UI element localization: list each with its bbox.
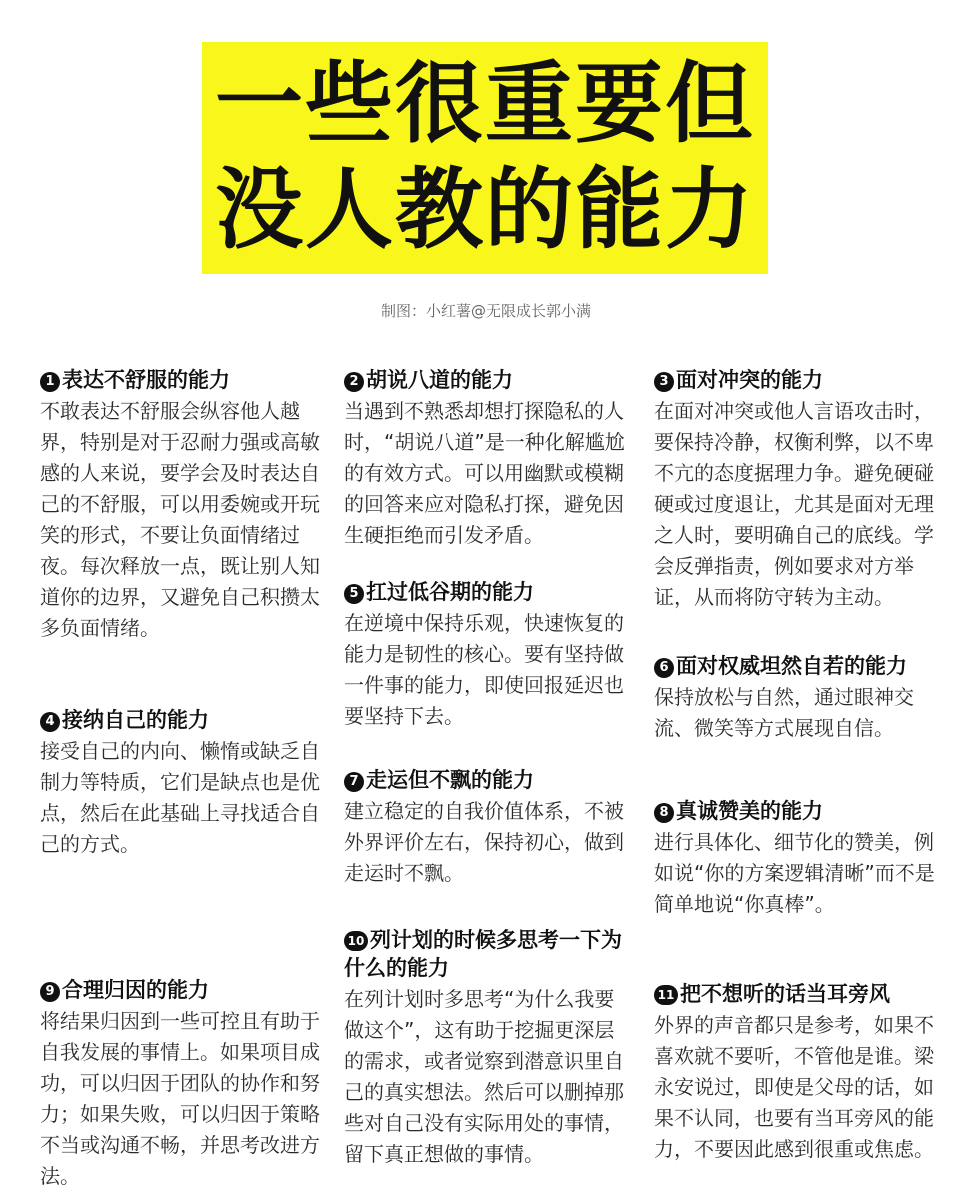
number-badge: 4 [40,712,60,732]
ability-card-title [344,926,632,982]
ability-card-body: 在面对冲突或他人言语攻击时，要保持冷静，权衡利弊，以不卑不亢的态度据理力争。避免硬碰硬或过度退让，尤其是面对无理之人时，要明确自己的底线。学会反弹指责，例如要求对方举证，从而将防守转为主动。 [654,399,934,609]
ability-card-9 [40,976,332,1192]
ability-card-10 [344,926,632,1170]
ability-card-6 [654,652,950,744]
ability-title-text: 表达不舒服的能力 [62,368,230,392]
number-badge: 7 [344,772,364,792]
number-badge: 9 [40,982,60,1002]
ability-card-title [654,797,950,825]
number-badge: 6 [654,658,674,678]
ability-title-text: 走运但不飘的能力 [366,768,534,792]
ability-card-body: 外界的声音都只是参考，如果不喜欢就不要听，不管他是谁。梁永安说过，即使是父母的话，如果不认同，也要有当耳旁风的能力，不要因此感到很重或焦虑。 [654,1013,934,1161]
ability-title-text: 真诚赞美的能力 [676,799,823,823]
ability-card-body: 接受自己的内向、懒惰或缺乏自制力等特质，它们是缺点也是优点，然后在此基础上寻找适合自己的方式。 [40,739,320,856]
number-badge: 3 [654,372,674,392]
ability-card-title [654,366,950,394]
ability-card-4 [40,706,332,860]
ability-card-title [40,706,332,734]
number-badge: 8 [654,803,674,823]
ability-card-2 [344,366,632,551]
ability-card-11 [654,980,950,1165]
ability-title-text: 列计划的时候多思考一下为什么的能力 [344,928,622,980]
ability-card-1 [40,366,332,644]
title-banner [202,42,768,274]
ability-card-title [40,366,332,394]
ability-card-title [654,652,950,680]
ability-card-title [344,366,632,394]
number-badge: 5 [344,584,364,604]
ability-card-body: 不敢表达不舒服会纵容他人越界，特别是对于忍耐力强或高敏感的人来说，要学会及时表达自己的不舒服，可以用委婉或开玩笑的形式，不要让负面情绪过夜。每次释放一点，既让别人知道你的边界，又避免自己积攒太多负面情绪。 [40,399,320,640]
ability-card-body: 在逆境中保持乐观，快速恢复的能力是韧性的核心。要有坚持做一件事的能力，即使回报延迟也要坚持下去。 [344,611,624,728]
ability-card-body: 当遇到不熟悉却想打探隐私的人时，“胡说八道”是一种化解尴尬的有效方式。可以用幽默或模糊的回答来应对隐私打探，避免因生硬拒绝而引发矛盾。 [344,399,625,547]
number-badge: 2 [344,372,364,392]
ability-title-text: 合理归因的能力 [62,978,209,1002]
ability-title-text: 把不想听的话当耳旁风 [680,982,890,1006]
ability-card-8 [654,797,950,920]
ability-card-title [654,980,950,1008]
ability-card-title [344,766,632,794]
image-credit: 制图：小红薯@无限成长郭小满 [380,302,591,320]
ability-card-3 [654,366,950,613]
ability-title-text: 面对权威坦然自若的能力 [676,654,907,678]
ability-title-text: 接纳自己的能力 [62,708,209,732]
number-badge: 10 [344,931,368,951]
number-badge: 1 [40,372,60,392]
number-badge: 11 [654,985,678,1005]
ability-card-body: 保持放松与自然，通过眼神交流、微笑等方式展现自信。 [654,685,914,740]
ability-card-5 [344,578,632,732]
page-title-line-2: 没人教的能力 [214,158,755,261]
page-title-line-1: 一些很重要但 [214,52,755,155]
ability-card-body: 建立稳定的自我价值体系，不被外界评价左右，保持初心，做到走运时不飘。 [344,799,624,885]
ability-card-title [344,578,632,606]
ability-card-body: 进行具体化、细节化的赞美，例如说“你的方案逻辑清晰”而不是简单地说“你真棒”。 [654,830,935,916]
ability-card-body: 在列计划时多思考“为什么我要做这个”，这有助于挖掘更深层的需求，或者觉察到潜意识里自己的真实想法。然后可以删掉那些对自己没有实际用处的事情，留下真正想做的事情。 [344,987,624,1166]
ability-card-7 [344,766,632,889]
ability-card-body: 将结果归因到一些可控且有助于自我发展的事情上。如果项目成功，可以归因于团队的协作和努力；如果失败，可以归因于策略不当或沟通不畅，并思考改进方法。 [40,1009,320,1188]
ability-card-title [40,976,332,1004]
ability-title-text: 扛过低谷期的能力 [366,580,534,604]
ability-title-text: 胡说八道的能力 [366,368,513,392]
ability-title-text: 面对冲突的能力 [676,368,823,392]
